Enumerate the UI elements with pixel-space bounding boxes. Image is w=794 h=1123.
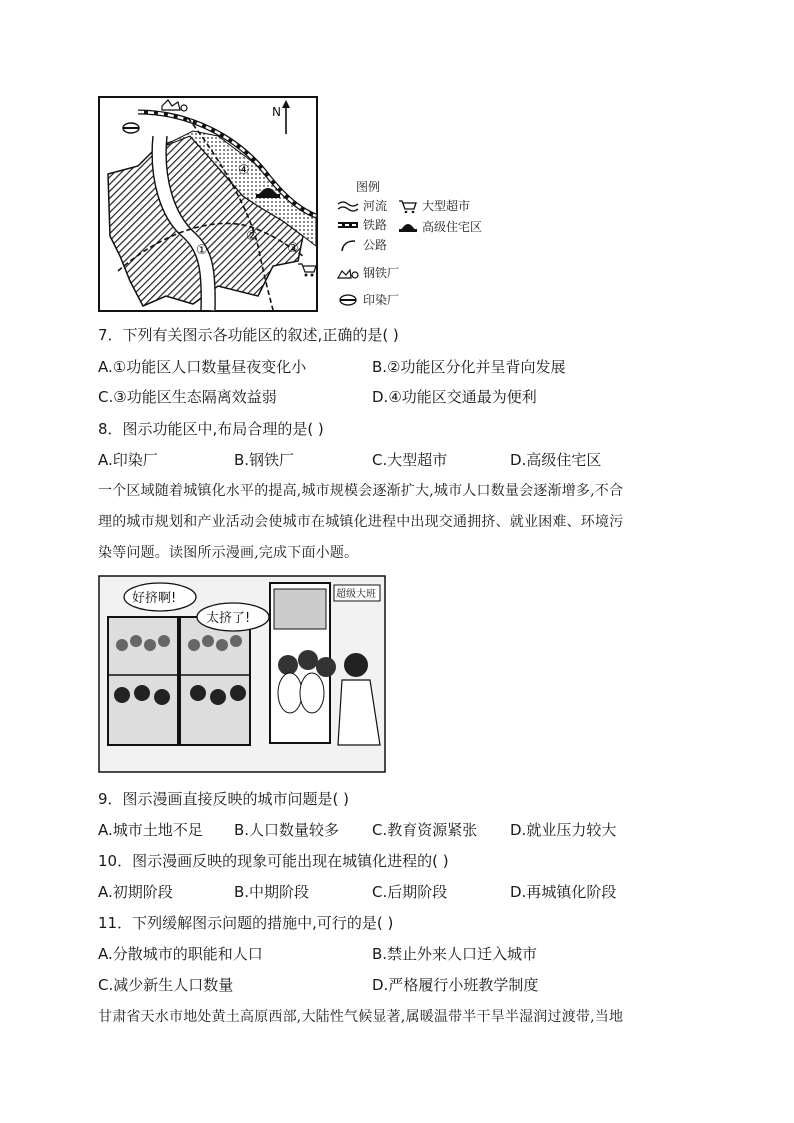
q7-option-b: B.②功能区分化并呈背向发展	[372, 358, 566, 376]
legend-railway	[337, 216, 387, 233]
legend-river	[337, 197, 387, 214]
legend-residential-label: 高级住宅区	[422, 220, 483, 234]
q10-option-d: D.再城镇化阶段	[510, 883, 617, 901]
zone-label-3: ③	[287, 241, 299, 256]
legend-steel-mill	[337, 264, 399, 281]
cartoon-figure	[98, 575, 386, 773]
city-map-figure	[98, 96, 318, 312]
passage-1-line-3: 染等问题。读图所示漫画,完成下面小题。	[98, 545, 359, 561]
q7-option-c: C.③功能区生态隔离效益弱	[98, 388, 277, 406]
question-8: 8．图示功能区中,布局合理的是( )	[98, 420, 324, 438]
dye-factory-legend-icon	[337, 294, 359, 306]
cart-icon	[398, 199, 418, 213]
zone-label-4: ④	[238, 163, 250, 178]
zone-label-2: ②	[246, 229, 258, 244]
north-label: N	[272, 105, 281, 119]
passage-1-line-1: 一个区域随着城镇化水平的提高,城市规模会逐渐扩大,城市人口数量会逐渐增多,不合	[98, 483, 624, 499]
legend-dye-factory-label: 印染厂	[363, 293, 400, 307]
q11-option-a: A.分散城市的职能和人口	[98, 945, 263, 963]
q7-option-a: A.①功能区人口数量昼夜变化小	[98, 358, 307, 376]
river-icon	[337, 200, 359, 212]
q8-option-a: A.印染厂	[98, 451, 158, 469]
q9-option-a: A.城市土地不足	[98, 821, 203, 839]
q8-option-c: C.大型超市	[372, 451, 448, 469]
question-7: 7．下列有关图示各功能区的叙述,正确的是( )	[98, 326, 399, 344]
legend-residential	[398, 218, 482, 235]
bubble-1-text: 好挤啊!	[132, 591, 177, 606]
q9-option-c: C.教育资源紧张	[372, 821, 478, 839]
q11-option-d: D.严格履行小班教学制度	[372, 976, 539, 994]
legend-dye-factory	[337, 291, 399, 308]
q10-option-c: C.后期阶段	[372, 883, 448, 901]
question-10: 10．图示漫画反映的现象可能出现在城镇化进程的( )	[98, 852, 449, 870]
door-sign-text: 超级大班	[336, 589, 376, 600]
q9-option-b: B.人口数量较多	[234, 821, 340, 839]
legend-title: 图例	[356, 180, 381, 194]
question-11: 11．下列缓解图示问题的措施中,可行的是( )	[98, 914, 394, 932]
q10-option-b: B.中期阶段	[234, 883, 310, 901]
legend-road	[337, 236, 387, 253]
q8-option-d: D.高级住宅区	[510, 451, 602, 469]
zone-label-1: ①	[196, 243, 208, 258]
legend-steel-mill-label: 钢铁厂	[363, 266, 400, 280]
q9-option-d: D.就业压力较大	[510, 821, 617, 839]
dye-factory-icon	[123, 123, 139, 133]
residential-legend-icon	[398, 221, 418, 233]
q8-option-b: B.钢铁厂	[234, 451, 295, 469]
legend-railway-label: 铁路	[363, 218, 388, 232]
legend-river-label: 河流	[363, 199, 388, 213]
legend-road-label: 公路	[363, 238, 388, 252]
q10-option-a: A.初期阶段	[98, 883, 173, 901]
bubble-2-text: 太挤了!	[206, 611, 251, 626]
legend-supermarket	[398, 197, 470, 214]
question-9: 9．图示漫画直接反映的城市问题是( )	[98, 790, 350, 808]
q11-option-c: C.减少新生人口数量	[98, 976, 234, 994]
steel-mill-legend-icon	[337, 266, 359, 280]
q7-option-d: D.④功能区交通最为便利	[372, 388, 537, 406]
city-map	[98, 96, 318, 312]
passage-1-line-2: 理的城市规划和产业活动会使城市在城镇化进程中出现交通拥挤、就业困难、环境污	[98, 514, 624, 530]
passage-2-line-1: 甘肃省天水市地处黄土高原西部,大陆性气候显著,属暖温带半干旱半湿润过渡带,当地	[98, 1009, 624, 1025]
legend-supermarket-label: 大型超市	[422, 199, 471, 213]
railway-icon	[337, 219, 359, 231]
q11-option-b: B.禁止外来人口迁入城市	[372, 945, 538, 963]
road-icon	[337, 238, 359, 252]
crowded-classroom-cartoon	[98, 575, 386, 773]
